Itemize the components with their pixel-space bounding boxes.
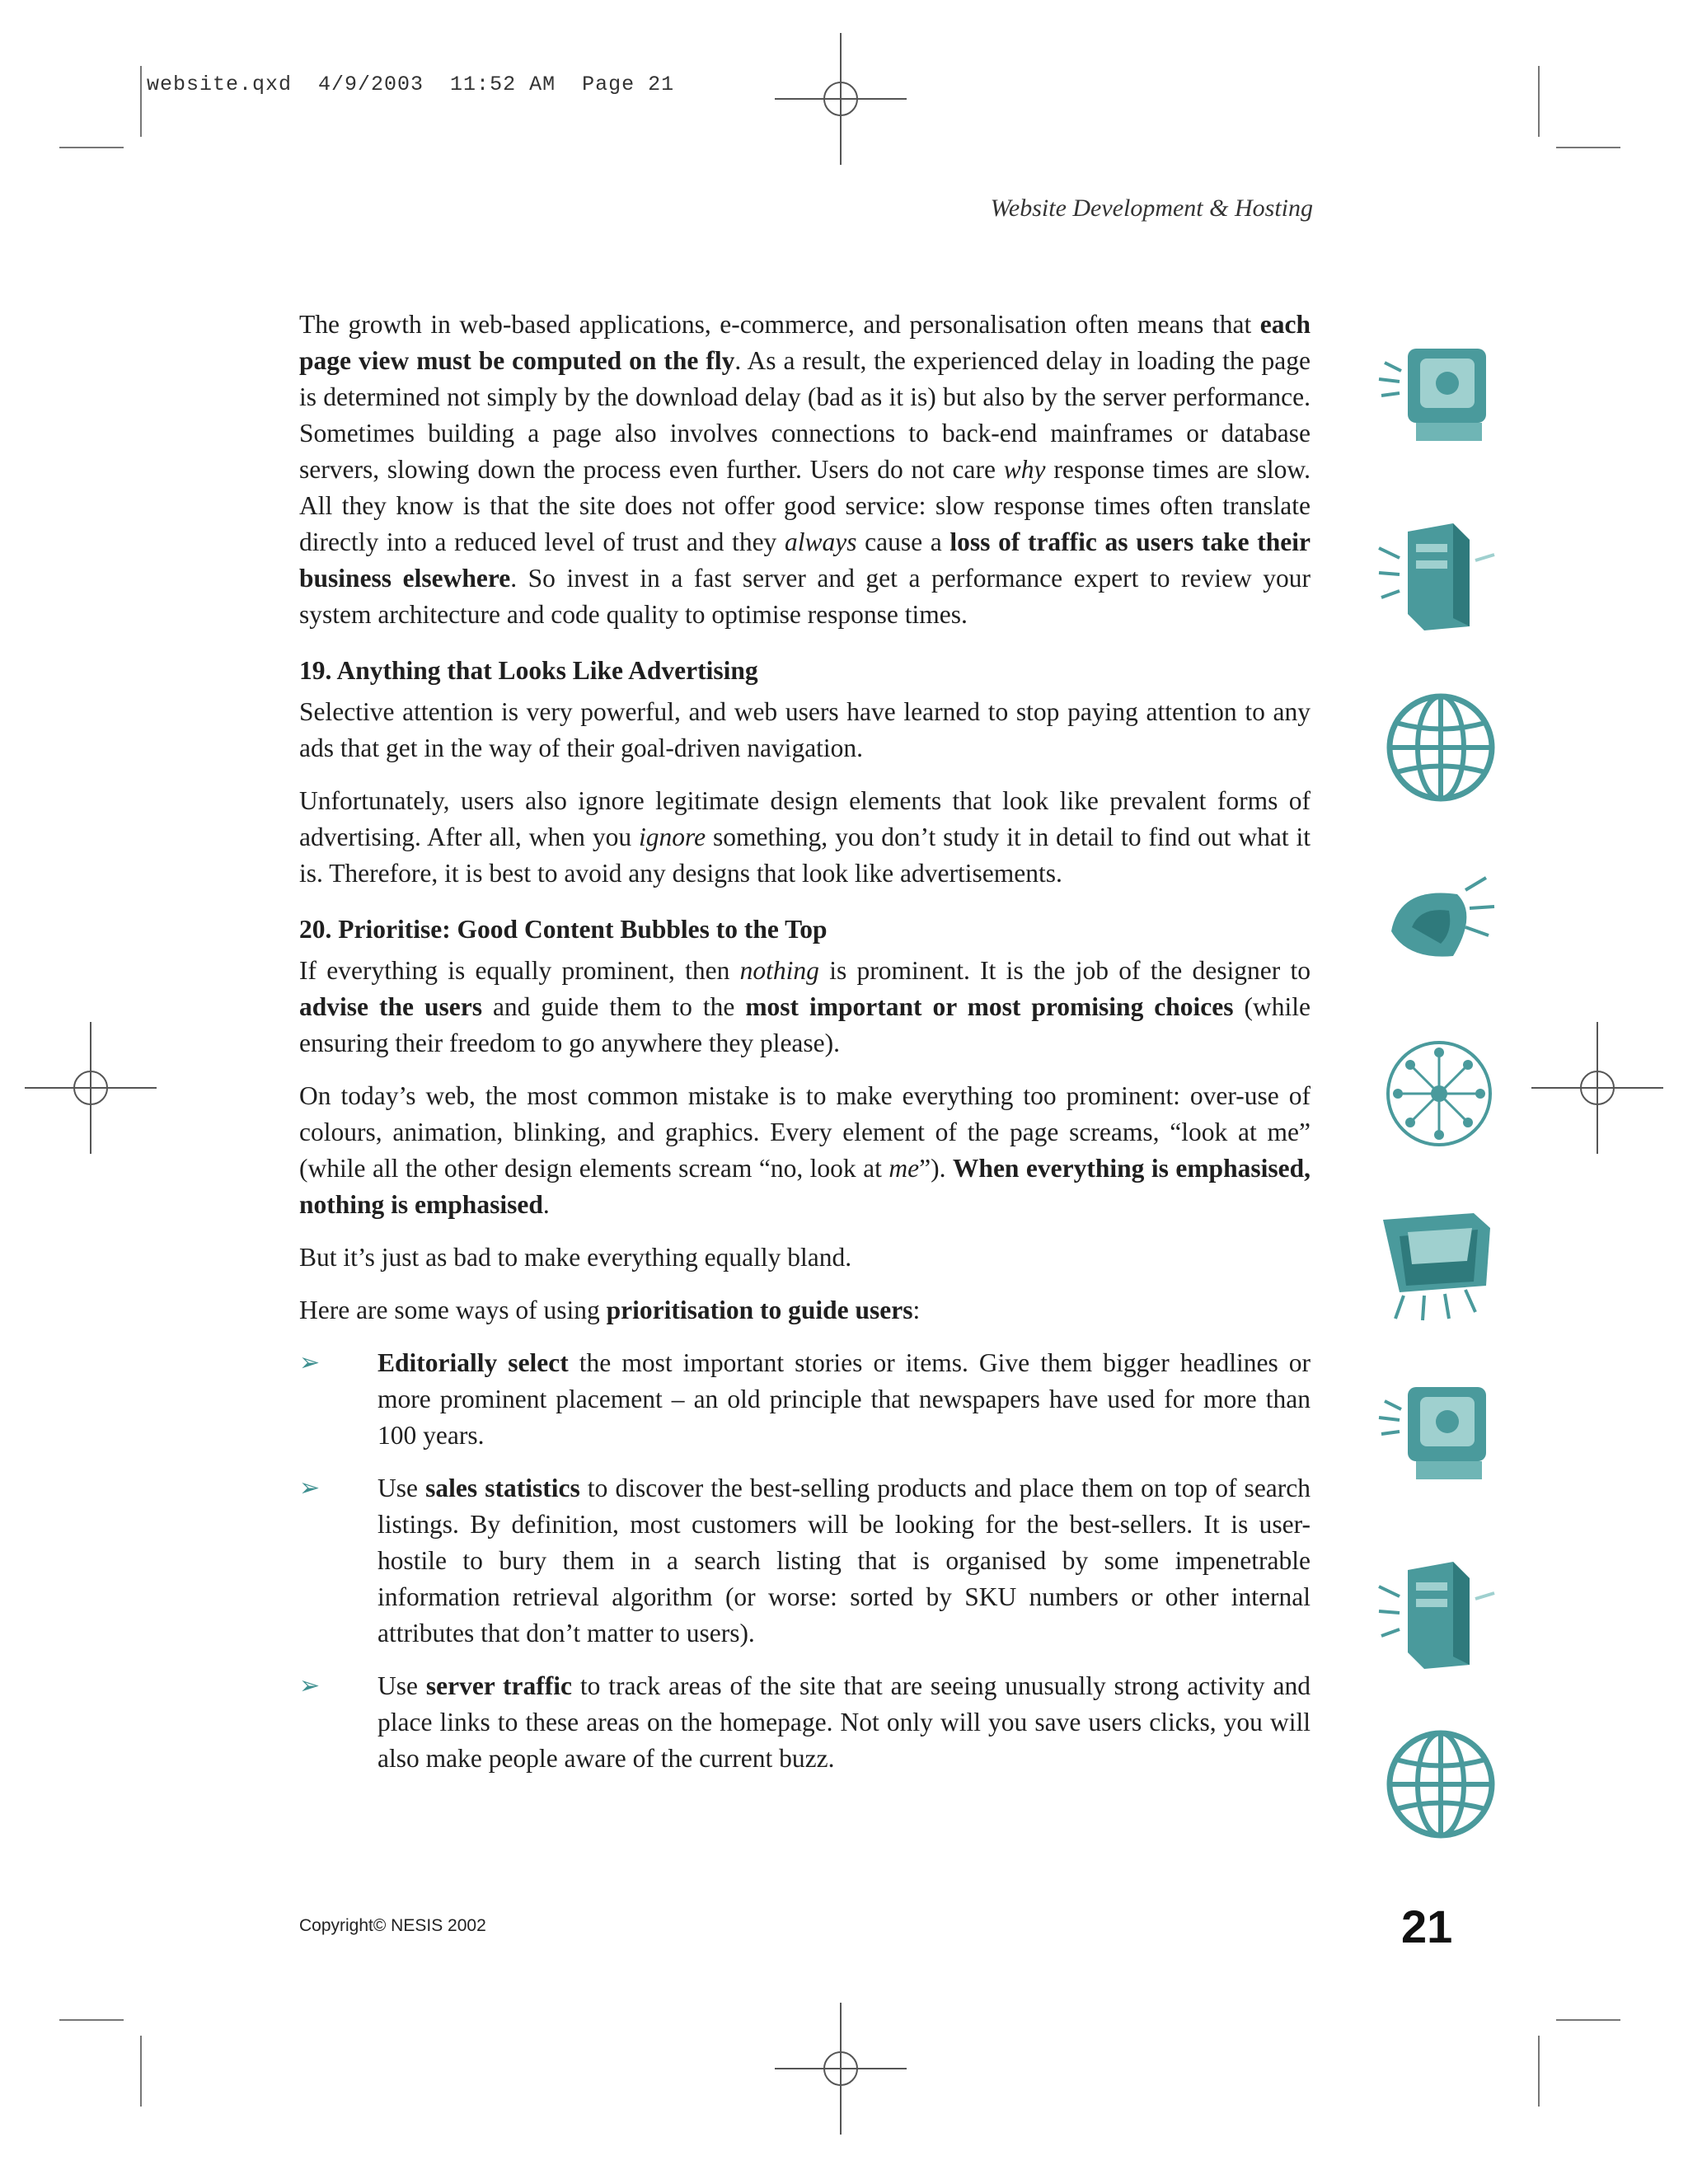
- text-run: to discover the best-selling products and place them on top of search listings. By definition, most customers will be looking for the best-sellers. It is user-hostile to bury them in a search listing that is organised by some impenetrable information retrieval algorithm (or worse: sorted by SKU numbers or other internal attributes that don’t matter to users).: [377, 1474, 1311, 1647]
- registration-mark-icon: [25, 1022, 157, 1154]
- list-item-text: [377, 1474, 1311, 1647]
- text-run: cause a: [856, 527, 950, 556]
- emphasis-italic: always: [784, 527, 857, 556]
- paragraph: [299, 953, 1311, 1062]
- text-run: and guide them to the: [481, 992, 746, 1021]
- list-item-text: [377, 1671, 1311, 1773]
- text-run: If everything is equally prominent, then: [299, 956, 740, 985]
- main-text: [299, 307, 1311, 1793]
- copyright-notice: Copyright© NESIS 2002: [299, 1916, 486, 1935]
- paragraph: [299, 694, 1311, 766]
- crop-mark: [1556, 2019, 1620, 2021]
- list-item: [299, 1345, 1311, 1454]
- text-run: The growth in web-based applications, e-commerce, and personalisation often means that: [299, 310, 1260, 339]
- paragraph: [299, 783, 1311, 892]
- crop-mark: [140, 2036, 142, 2107]
- crop-mark: [1538, 66, 1540, 137]
- globe-icon: [1375, 686, 1498, 809]
- text-run: ”).: [919, 1154, 953, 1183]
- crop-mark: [59, 147, 124, 148]
- section-heading: 20. Prioritise: Good Content Bubbles to the Top: [299, 915, 828, 944]
- text-run: response times are slow. All they know is that the site does not offer good service: slow response times often translate directly into a reduced level of trust and they: [299, 455, 1311, 556]
- emphasis-bold: server traffic: [425, 1671, 572, 1700]
- paragraph: [299, 1292, 1311, 1329]
- emphasis-italic: me: [889, 1154, 920, 1183]
- text-run: Selective attention is very powerful, and web users have learned to stop paying attention to any ads that get in the way of their goal-driven navigation.: [299, 697, 1311, 762]
- text-run: Unfortunately, users also ignore legitimate design elements that look like prevalent forms of advertising. After all, when you: [299, 786, 1311, 851]
- text-run: something, you don’t study it in detail to find out what it is. Therefore, it is best to avoid any designs that look like advertisements.: [299, 823, 1311, 888]
- text-run: :: [912, 1296, 921, 1324]
- emphasis-bold: loss of traffic as users take their business elsewhere: [299, 527, 1311, 593]
- arrow-bullet-icon: ➢: [299, 1474, 321, 1502]
- emphasis-italic: nothing: [739, 956, 819, 985]
- paragraph: [299, 1078, 1311, 1223]
- running-head: Website Development & Hosting: [990, 194, 1313, 222]
- emphasis-bold: Editorially select: [377, 1348, 569, 1377]
- computer-icon: [1375, 334, 1498, 457]
- emphasis-bold: When everything is emphasised, nothing is emphasised: [299, 1154, 1311, 1219]
- registration-mark-icon: [775, 33, 907, 165]
- paragraph: [299, 307, 1311, 633]
- server-tower-icon: [1375, 1554, 1498, 1677]
- arrow-bullet-icon: ➢: [299, 1349, 321, 1376]
- text-run: Here are some ways of using: [299, 1296, 607, 1324]
- list-item-text: [377, 1348, 1311, 1450]
- text-run: to track areas of the site that are seeing unusually strong activity and place links to these areas on the homepage. Not only will you save users clicks, you will also make people aware of the current buzz.: [377, 1671, 1311, 1773]
- server-tower-icon: [1375, 515, 1498, 639]
- crop-mark: [1556, 147, 1620, 148]
- registration-mark-icon: [1531, 1022, 1663, 1154]
- cursor-icon: [1375, 857, 1498, 981]
- text-run: the most important stories or items. Give them bigger headlines or more prominent placement – an old principle that newspapers have used for more than 100 years.: [377, 1348, 1311, 1450]
- page-number: 21: [1401, 1900, 1453, 1952]
- emphasis-italic: why: [1003, 455, 1046, 484]
- crop-mark: [1538, 2036, 1540, 2107]
- registration-mark-icon: [775, 2003, 907, 2135]
- emphasis-bold: sales statistics: [425, 1474, 580, 1502]
- emphasis-bold: advise the users: [299, 992, 482, 1021]
- globe-icon: [1375, 1722, 1498, 1846]
- text-run: . As a result, the experienced delay in loading the page is determined not simply by the download delay (bad as it is) but also by the server performance. Sometimes building a page also involves connections to back-end mainframes or database servers, slowing down the process even further. Users do not care: [299, 346, 1311, 484]
- text-run: . So invest in a fast server and get a performance expert to review your system architecture and code quality to optimise response times.: [299, 564, 1311, 629]
- list-item: [299, 1668, 1311, 1777]
- computer-icon: [1375, 1372, 1498, 1496]
- emphasis-italic: ignore: [639, 823, 706, 851]
- emphasis-bold: each page view must be computed on the fly: [299, 310, 1311, 375]
- bullet-list: [299, 1345, 1311, 1777]
- emphasis-bold: prioritisation to guide users: [606, 1296, 913, 1324]
- text-run: is prominent. It is the job of the designer to: [818, 956, 1311, 985]
- text-run: Use: [377, 1474, 426, 1502]
- section-heading: 19. Anything that Looks Like Advertising: [299, 656, 758, 685]
- crop-mark: [59, 2019, 124, 2021]
- arrow-bullet-icon: ➢: [299, 1672, 321, 1699]
- text-run: .: [542, 1190, 550, 1219]
- folder-icon: [1375, 1203, 1498, 1327]
- text-run: On today’s web, the most common mistake is to make everything too prominent: over-use of colours, animation, blinking, and graphics. Every element of the page screams, “look at me” (while all the other design elements scream “no, look at: [299, 1081, 1311, 1183]
- emphasis-bold: most important or most promising choices: [745, 992, 1234, 1021]
- list-item: [299, 1470, 1311, 1652]
- text-run: Use: [377, 1671, 426, 1700]
- text-run: (while ensuring their freedom to go anywhere they please).: [299, 992, 1311, 1057]
- paragraph: [299, 1240, 1311, 1276]
- print-slug: website.qxd 4/9/2003 11:52 AM Page 21: [147, 73, 675, 96]
- crop-mark: [140, 66, 142, 137]
- network-icon: [1375, 1032, 1498, 1155]
- text-run: But it’s just as bad to make everything equally bland.: [299, 1243, 852, 1272]
